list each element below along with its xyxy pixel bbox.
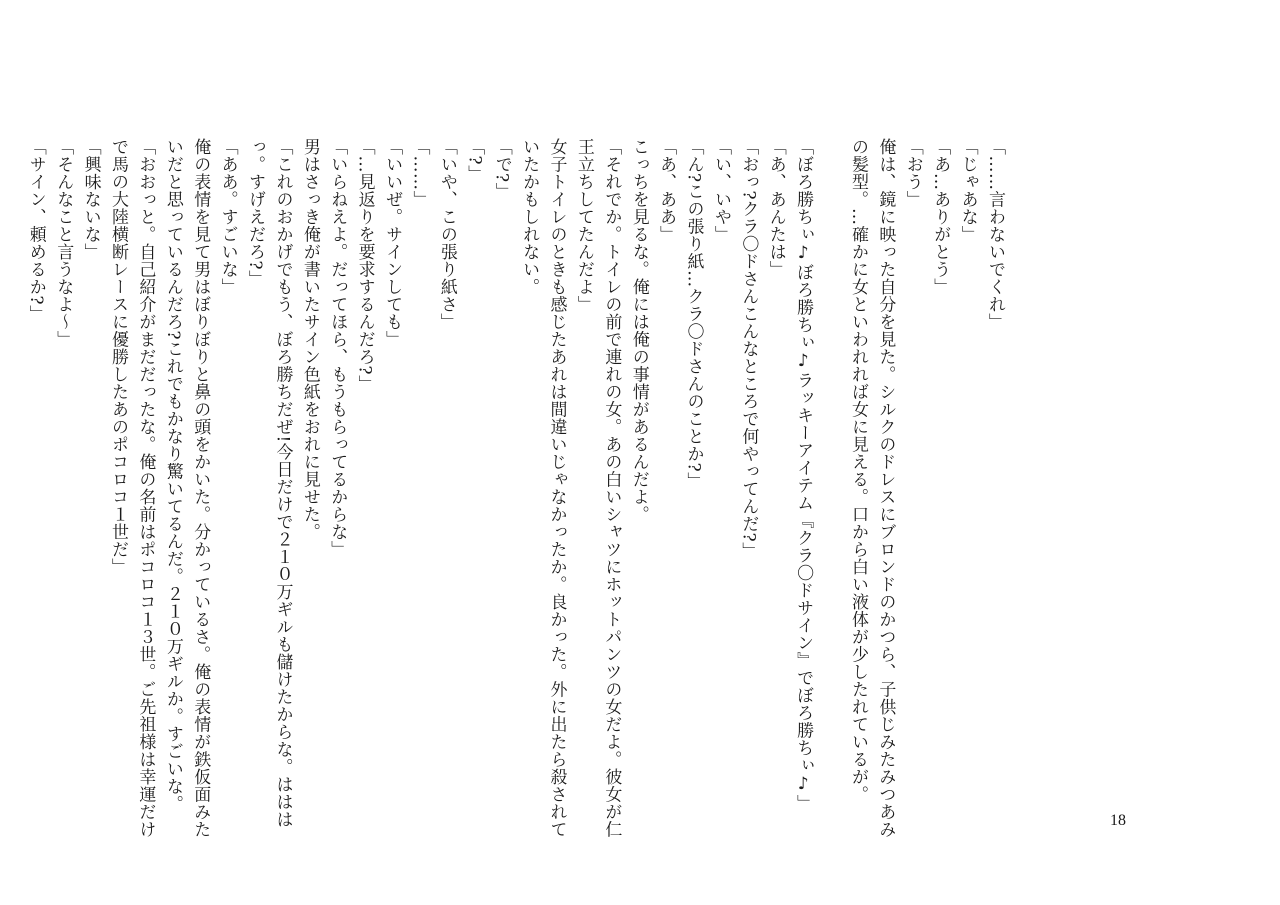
text-line: 「ぼろ勝ちぃ♪ぼろ勝ちぃ♪ラッキーアイテム『クラ〇ドサイン』でぼろ勝ちぃ♪」: [793, 138, 814, 812]
text-line: 「いいぜ。サインしても」: [382, 138, 403, 348]
text-line: 男はさっき俺が書いたサイン色紙をおれに見せた。: [299, 138, 320, 541]
text-line: っ。すげえだろ?」: [245, 138, 266, 288]
text-line: で馬の大陸横断レースに優勝したあのポコロコ１世だ」: [108, 138, 128, 576]
text-line: [816, 138, 843, 778]
text-line: 「いらねえよ。だってほら、もうもらってるからな」: [327, 138, 348, 558]
text-line: 「…見返りを要求するんだろ?」: [354, 138, 375, 393]
text-line: いたかもしれない。: [519, 138, 540, 296]
text-line: 「それでか。トイレの前で連れの女。あの白いシャツにホットパンツの女だよ。彼女が仁: [601, 138, 622, 838]
text-line: 「い、いや」: [710, 138, 731, 243]
text-line: 「ん?この張り紙…クラ〇ドさんのことか?」: [683, 138, 704, 490]
text-line: の髪型。…確かに女といわれれば女に見える。口から白い液体が少したれているが。: [847, 138, 868, 803]
text-line: 「興味ないな」: [80, 138, 101, 261]
text-line: 「あ、ああ」: [656, 138, 677, 243]
text-line: 「これのおかげでもう、ぼろ勝ちだぜ!今日だけで２１０万ギルも儲けたからな。ははは: [272, 138, 293, 828]
text-line: 「おっ?クラ〇ドさんこんなところで何やってんだ?」: [738, 138, 759, 560]
text-line: 「……」: [409, 138, 430, 208]
text-line: 「おおっと。自己紹介がまだだったな。俺の名前はポコロコ１３世。ご先祖様は幸運だけ: [135, 138, 156, 838]
text-line: 「おう」: [902, 138, 923, 208]
text-line: 「サイン、頼めるか?」: [25, 138, 46, 323]
text-line: 俺の表情を見て男はぼりぼりと鼻の頭をかいた。分かっているさ。俺の表情が鉄仮面みた: [190, 138, 211, 838]
text-line: 「いや、この張り紙さ」: [436, 138, 457, 331]
page-number: 18: [1110, 812, 1126, 829]
text-line: 俺は、鏡に映った自分を見た。シルクのドレスにブロンドのかつら、子供じみたみつあみ: [875, 138, 896, 838]
text-line: 「で?」: [491, 138, 512, 201]
text-line: いだと思っているんだろ?これでもかなり驚いてるんだ。２１０万ギルか。すごいな。: [162, 138, 183, 813]
text-line: 「ああ。すごいな」: [217, 138, 238, 296]
text-line: 「じゃあな」: [957, 138, 978, 243]
text-line: 王立ちしてたんだよ」: [573, 138, 594, 313]
text-line: 「あ…ありがとう」: [930, 138, 951, 296]
text-line: 「?」: [464, 138, 485, 183]
text-line: 「あ、あんたは」: [765, 138, 786, 278]
text-line: こっちを見るな。俺には俺の事情があるんだよ。: [628, 138, 649, 523]
text-line: 「そんなこと言うなよ～」: [53, 138, 74, 348]
text-line: 「……言わないでくれ」: [985, 138, 1005, 331]
vertical-text-body: [21, 138, 1008, 838]
text-line: 女子トイレのときも感じたあれは間違いじゃなかったか。良かった。外に出たら殺されて: [546, 138, 567, 838]
